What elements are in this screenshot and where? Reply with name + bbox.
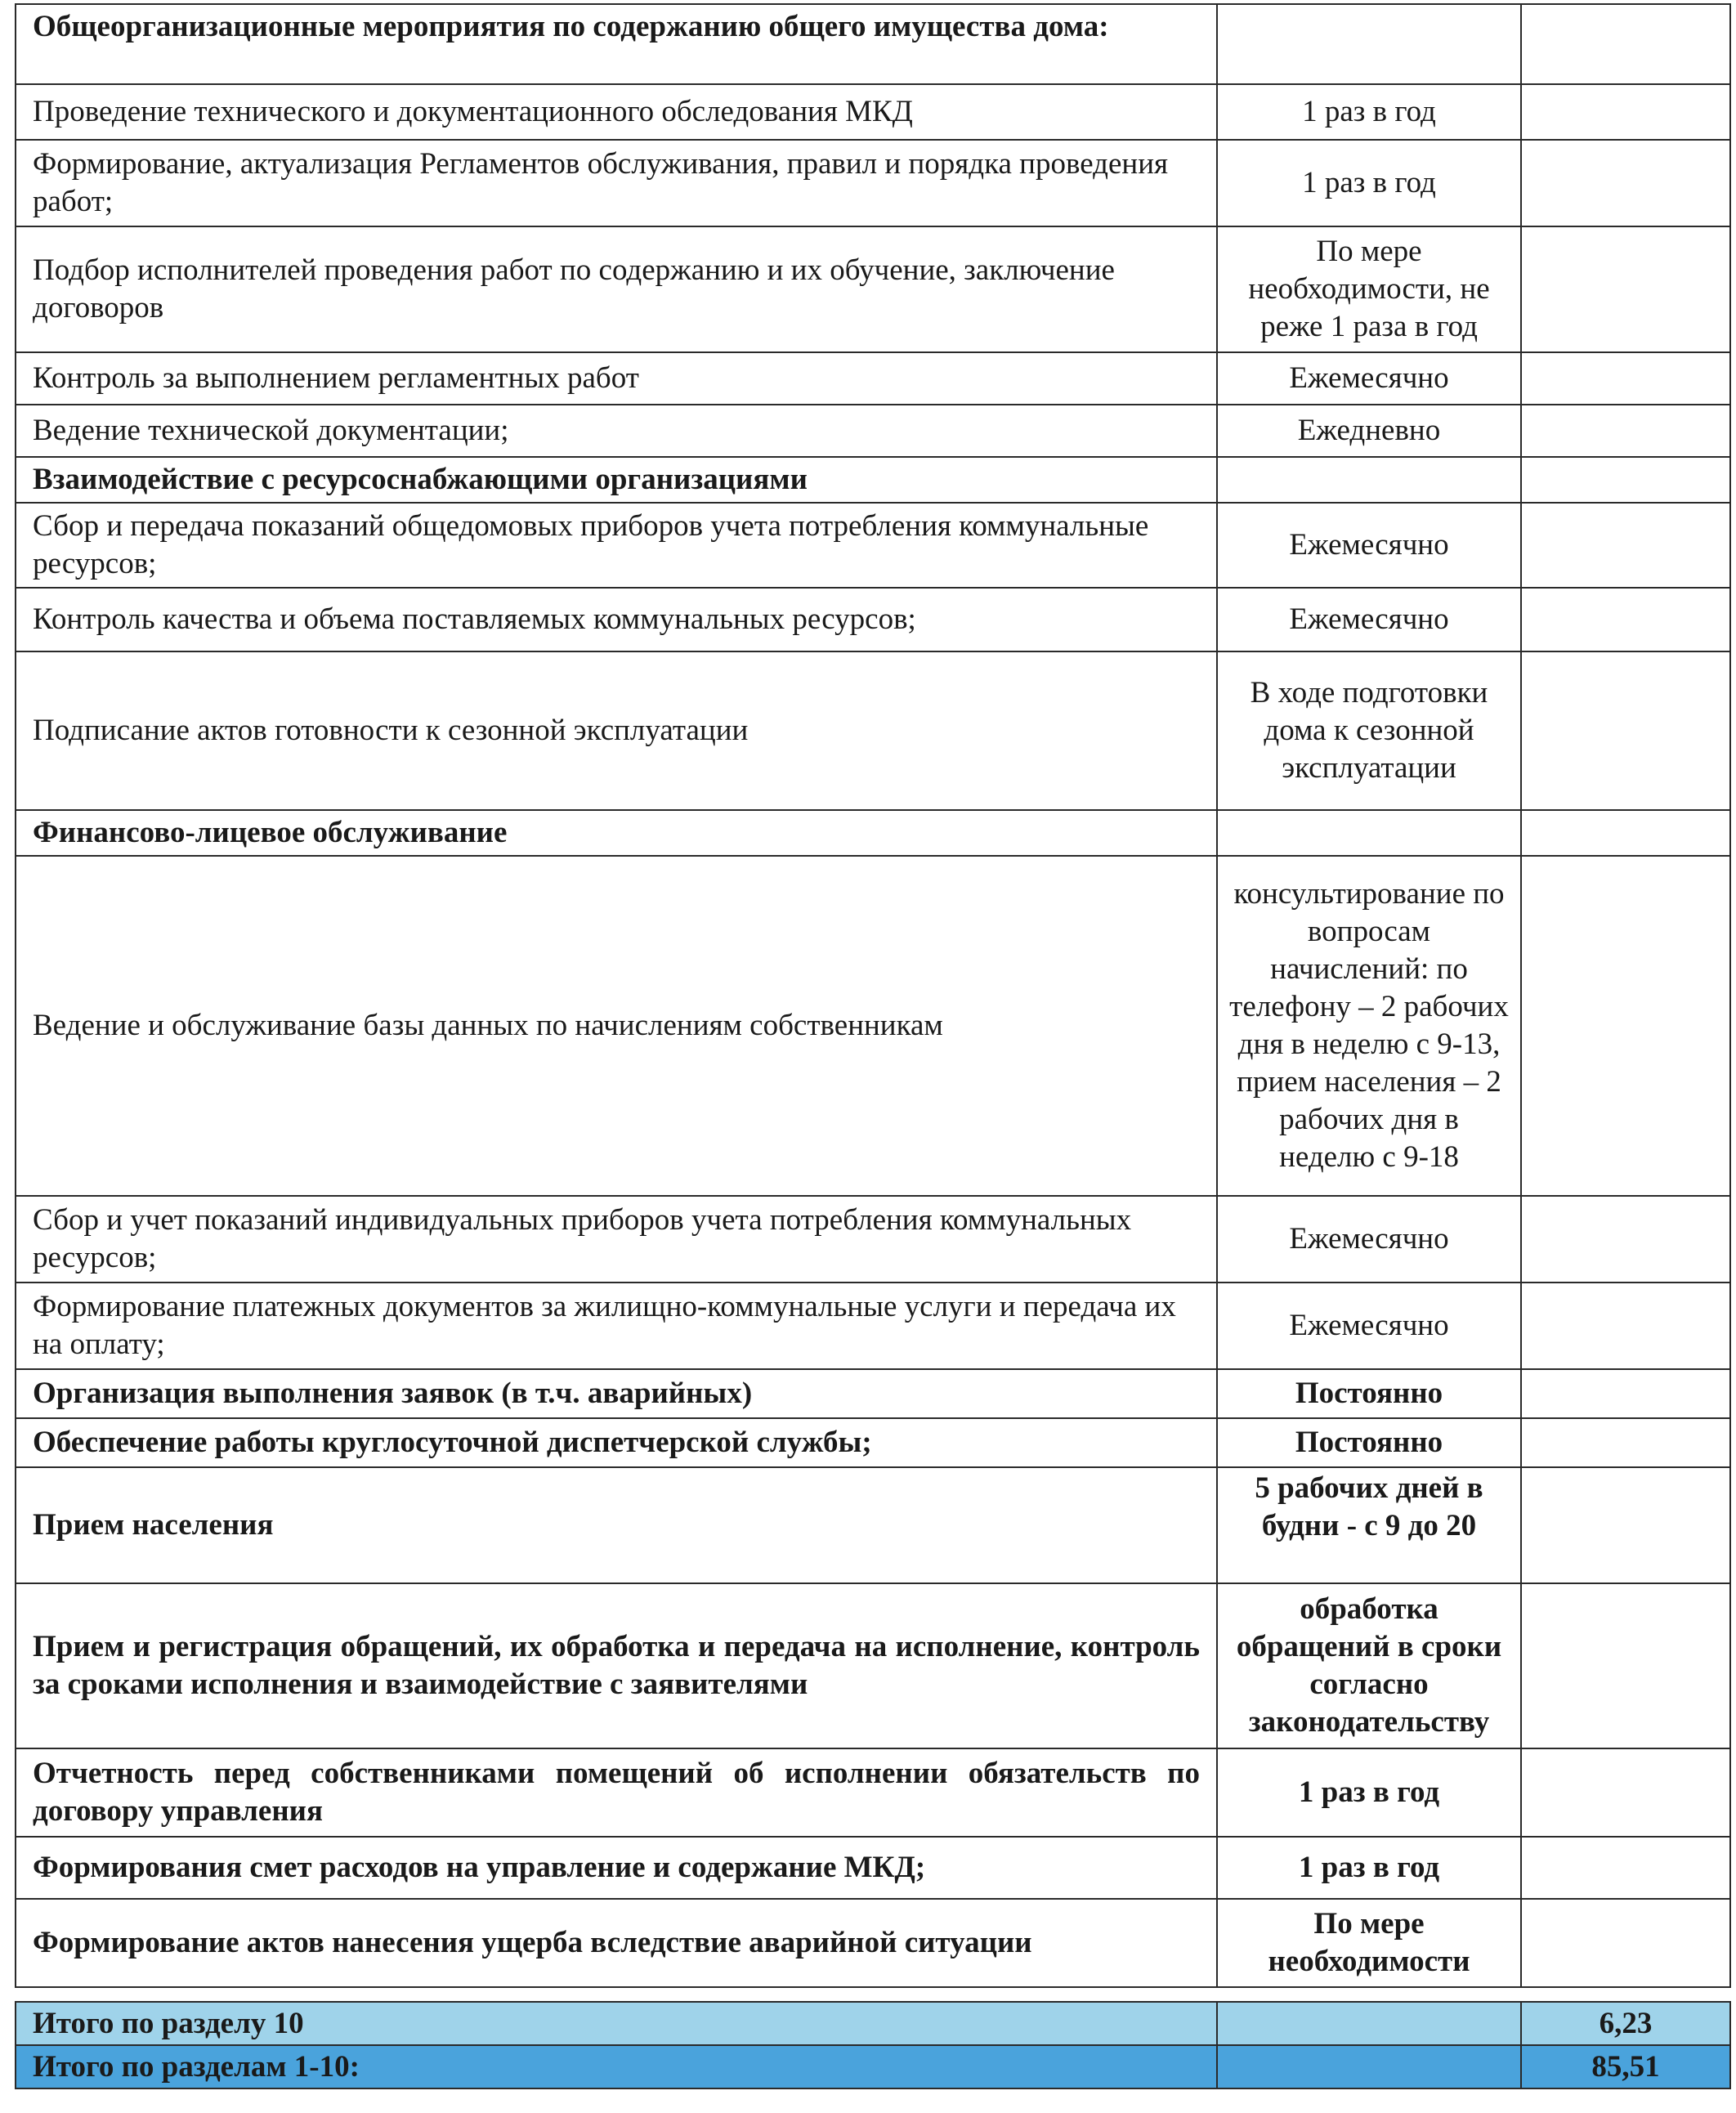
row-cost — [1521, 1748, 1730, 1837]
row-frequency: Ежемесячно — [1217, 352, 1521, 405]
row-frequency — [1217, 4, 1521, 84]
table-row — [16, 4, 1730, 84]
row-frequency — [1217, 810, 1521, 856]
row-frequency: 5 рабочих дней в будни - с 9 до 20 — [1217, 1467, 1521, 1583]
table-row — [16, 226, 1730, 352]
table-row — [16, 352, 1730, 405]
row-frequency: По мере необходимости — [1217, 1899, 1521, 1987]
table-row — [16, 588, 1730, 651]
row-cost — [1521, 84, 1730, 140]
row-description: Отчетность перед собственниками помещений об исполнении обязательств по договору управления — [16, 1748, 1217, 1837]
row-cost — [1521, 856, 1730, 1196]
total-spacer — [1217, 2045, 1521, 2088]
row-frequency: 1 раз в год — [1217, 84, 1521, 140]
table-row — [16, 1467, 1730, 1583]
row-description: Взаимодействие с ресурсоснабжающими организациями — [16, 457, 1217, 503]
table-row — [16, 503, 1730, 588]
row-description: Прием населения — [16, 1467, 1217, 1583]
services-table — [15, 3, 1731, 1988]
row-frequency: Ежемесячно — [1217, 503, 1521, 588]
row-frequency: Ежемесячно — [1217, 588, 1521, 651]
row-description: Финансово-лицевое обслуживание — [16, 810, 1217, 856]
row-cost — [1521, 588, 1730, 651]
row-description: Сбор и передача показаний общедомовых приборов учета потребления коммунальные ресурсов; — [16, 503, 1217, 588]
row-description: Формирование актов нанесения ущерба вследствие аварийной ситуации — [16, 1899, 1217, 1987]
table-row — [16, 140, 1730, 226]
table-row — [16, 84, 1730, 140]
row-frequency: Ежедневно — [1217, 405, 1521, 457]
row-cost — [1521, 1196, 1730, 1283]
table-row — [16, 1748, 1730, 1837]
row-frequency: обработка обращений в сроки согласно законодательству — [1217, 1583, 1521, 1748]
total-row-sections-1-10 — [16, 2045, 1730, 2088]
table-row — [16, 1837, 1730, 1899]
row-frequency: В ходе подготовки дома к сезонной эксплуатации — [1217, 651, 1521, 810]
row-cost — [1521, 1369, 1730, 1418]
table-row — [16, 1418, 1730, 1467]
row-frequency: 1 раз в год — [1217, 1748, 1521, 1837]
table-row — [16, 1369, 1730, 1418]
table-row — [16, 651, 1730, 810]
total-label: Итого по разделу 10 — [16, 2002, 1217, 2045]
row-frequency: Постоянно — [1217, 1369, 1521, 1418]
row-cost — [1521, 4, 1730, 84]
row-description: Контроль за выполнением регламентных работ — [16, 352, 1217, 405]
row-cost — [1521, 1583, 1730, 1748]
total-label: Итого по разделам 1-10: — [16, 2045, 1217, 2088]
table-row — [16, 405, 1730, 457]
table-row — [16, 1583, 1730, 1748]
row-description: Обеспечение работы круглосуточной диспетчерской службы; — [16, 1418, 1217, 1467]
row-description: Прием и регистрация обращений, их обработка и передача на исполнение, контроль за сроками исполнения и взаимодействие с заявителями — [16, 1583, 1217, 1748]
row-description: Формирования смет расходов на управление и содержание МКД; — [16, 1837, 1217, 1899]
row-description: Формирование платежных документов за жилищно-коммунальные услуги и передача их на оплату; — [16, 1283, 1217, 1369]
total-row-section-10 — [16, 2002, 1730, 2045]
row-cost — [1521, 1899, 1730, 1987]
row-description: Проведение технического и документационного обследования МКД — [16, 84, 1217, 140]
row-cost — [1521, 140, 1730, 226]
total-value: 6,23 — [1521, 2002, 1730, 2045]
table-row — [16, 856, 1730, 1196]
row-cost — [1521, 226, 1730, 352]
row-frequency — [1217, 457, 1521, 503]
row-cost — [1521, 352, 1730, 405]
table-row — [16, 1283, 1730, 1369]
row-frequency: 1 раз в год — [1217, 1837, 1521, 1899]
row-description: Подписание актов готовности к сезонной эксплуатации — [16, 651, 1217, 810]
table-row — [16, 1899, 1730, 1987]
row-description: Ведение технической документации; — [16, 405, 1217, 457]
row-frequency: 1 раз в год — [1217, 140, 1521, 226]
table-row — [16, 457, 1730, 503]
row-cost — [1521, 457, 1730, 503]
totals-table — [15, 2001, 1731, 2089]
row-description: Сбор и учет показаний индивидуальных приборов учета потребления коммунальных ресурсов; — [16, 1196, 1217, 1283]
row-description: Подбор исполнителей проведения работ по содержанию и их обучение, заключение договоров — [16, 226, 1217, 352]
row-cost — [1521, 1837, 1730, 1899]
row-frequency: Постоянно — [1217, 1418, 1521, 1467]
row-frequency: По мере необходимости, не реже 1 раза в год — [1217, 226, 1521, 352]
total-value: 85,51 — [1521, 2045, 1730, 2088]
table-row — [16, 810, 1730, 856]
row-description: Ведение и обслуживание базы данных по начислениям собственникам — [16, 856, 1217, 1196]
row-cost — [1521, 810, 1730, 856]
row-cost — [1521, 503, 1730, 588]
row-cost — [1521, 1283, 1730, 1369]
total-spacer — [1217, 2002, 1521, 2045]
table-row — [16, 1196, 1730, 1283]
row-cost — [1521, 651, 1730, 810]
row-description: Организация выполнения заявок (в т.ч. аварийных) — [16, 1369, 1217, 1418]
row-cost — [1521, 1467, 1730, 1583]
row-frequency: консультирование по вопросам начислений: по телефону – 2 рабочих дня в неделю с 9-13, прием населения – 2 рабочих дня в неделю с 9-18 — [1217, 856, 1521, 1196]
row-frequency: Ежемесячно — [1217, 1196, 1521, 1283]
row-description: Контроль качества и объема поставляемых коммунальных ресурсов; — [16, 588, 1217, 651]
row-cost — [1521, 1418, 1730, 1467]
row-description: Формирование, актуализация Регламентов обслуживания, правил и порядка проведения работ; — [16, 140, 1217, 226]
row-cost — [1521, 405, 1730, 457]
row-frequency: Ежемесячно — [1217, 1283, 1521, 1369]
row-description: Общеорганизационные мероприятия по содержанию общего имущества дома: — [16, 4, 1217, 84]
